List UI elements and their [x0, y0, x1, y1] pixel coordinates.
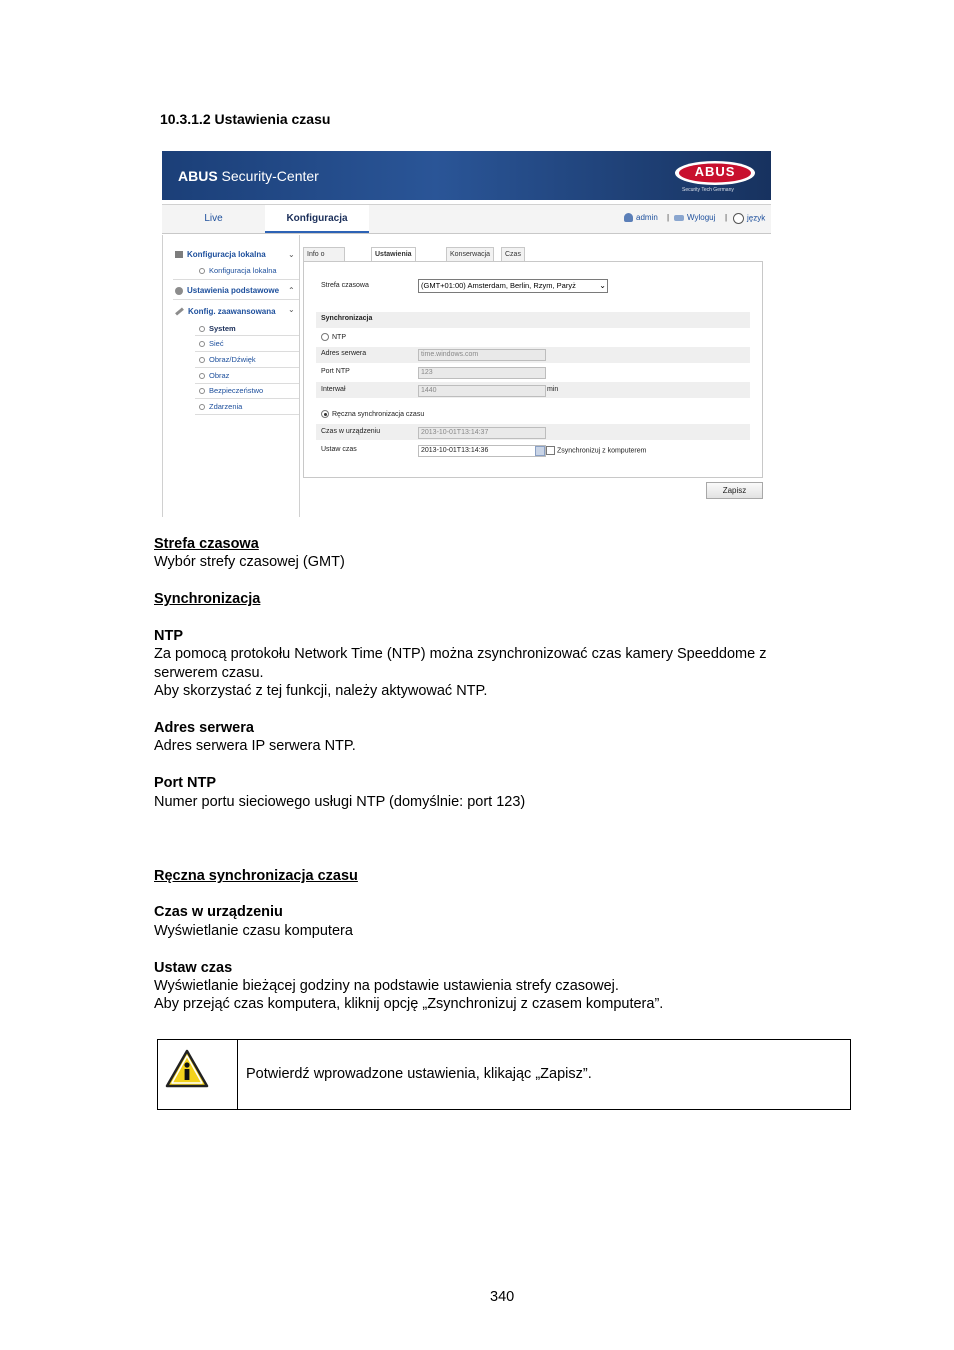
sidebar-item-events[interactable]: Zdarzenia [199, 402, 242, 411]
device-time-desc: Wyświetlanie czasu komputera [154, 923, 353, 939]
chevron-up-icon[interactable]: ⌃ [288, 286, 295, 295]
logo-subtitle: Security Tech Germany [682, 187, 734, 193]
interval-input[interactable]: 1440 [418, 385, 546, 397]
timezone-select[interactable]: (GMT+01:00) Amsterdam, Berlin, Rzym, Paryż ⌄ [418, 279, 608, 293]
save-button[interactable]: Zapisz [706, 482, 763, 499]
logout-icon [674, 215, 684, 221]
sidebar-item-basic-settings[interactable]: Ustawienia podstawowe [175, 286, 279, 295]
ui-screenshot [162, 151, 771, 517]
ntp-radio[interactable]: NTP [321, 333, 346, 341]
ntp-desc-line1: Za pomocą protokołu Network Time (NTP) można zsynchronizować czas kamery Speeddome z [154, 646, 767, 662]
server-desc: Adres serwera IP serwera NTP. [154, 738, 356, 754]
device-time-title: Czas w urządzeniu [154, 904, 283, 920]
ntp-desc-line2: serwerem czasu. [154, 665, 264, 681]
port-title: Port NTP [154, 775, 217, 791]
sync-with-pc-checkbox[interactable]: Zsynchronizuj z komputerem [546, 446, 646, 455]
globe-icon [733, 213, 744, 224]
sidebar-item-video-audio[interactable]: Obraz/Dźwięk [199, 355, 256, 364]
timezone-title: Strefa czasowa [154, 536, 259, 552]
device-time-label: Czas w urządzeniu [321, 428, 381, 435]
chevron-down-icon[interactable]: ⌄ [288, 250, 295, 259]
language-link[interactable]: język [733, 213, 765, 224]
tab-maintenance[interactable]: Konserwacja [446, 247, 494, 262]
warning-info-icon [165, 1049, 209, 1089]
ntp-desc-line3: Aby skorzystać z tej funkcji, należy aktywować NTP. [154, 683, 488, 699]
admin-link[interactable]: admin [624, 213, 658, 222]
set-time-title: Ustaw czas [154, 960, 233, 976]
port-label: Port NTP [321, 368, 350, 375]
app-title: ABUS Security-Center [178, 168, 319, 184]
calendar-icon[interactable] [535, 446, 545, 456]
sync-title: Synchronizacja [154, 591, 261, 607]
sidebar-item-advanced-config[interactable]: Konfig. zaawansowana [175, 307, 276, 316]
top-navigation [162, 204, 771, 234]
note-text: Potwierdź wprowadzone ustawienia, klikając „Zapisz”. [246, 1066, 592, 1082]
gear-icon [175, 287, 183, 295]
time-settings-panel [303, 261, 763, 478]
logo-text: ABUS [694, 164, 736, 179]
chevron-down-icon[interactable]: ⌄ [288, 305, 295, 314]
set-time-input[interactable]: 2013-10-01T13:14:36 [418, 445, 546, 457]
sidebar-item-security[interactable]: Bezpieczeństwo [199, 386, 263, 395]
tab-live[interactable]: Live [204, 213, 223, 224]
timezone-label: Strefa czasowa [321, 282, 369, 289]
logout-link[interactable]: Wyloguj [674, 213, 715, 222]
server-title: Adres serwera [154, 720, 254, 736]
timezone-desc: Wybór strefy czasowej (GMT) [154, 554, 345, 570]
app-banner [162, 151, 771, 200]
section-heading: 10.3.1.2 Ustawienia czasu [160, 111, 331, 127]
set-time-desc-line2: Aby przejąć czas komputera, kliknij opcję „Zsynchronizuj z czasem komputera”. [154, 996, 664, 1012]
sync-header-band [316, 312, 750, 328]
tab-device-info[interactable]: Info o [303, 247, 345, 262]
set-time-desc-line1: Wyświetlanie bieżącej godziny na podstawie ustawienia strefy czasowej. [154, 978, 619, 994]
set-time-label: Ustaw czas [321, 446, 357, 453]
server-address-input[interactable]: time.windows.com [418, 349, 546, 361]
wrench-icon [175, 308, 184, 316]
tab-dst[interactable]: Czas [501, 247, 525, 262]
manual-sync-title: Ręczna synchronizacja czasu [154, 868, 358, 884]
ntp-port-input[interactable]: 123 [418, 367, 546, 379]
device-time-field: 2013-10-01T13:14:37 [418, 427, 546, 439]
ntp-title: NTP [154, 628, 183, 644]
user-icon [624, 213, 633, 222]
sidebar-item-network[interactable]: Sieć [199, 339, 224, 348]
tab-konfiguracja[interactable]: Konfiguracja [265, 205, 369, 233]
nav-separator: | [725, 213, 728, 222]
monitor-icon [175, 251, 183, 258]
interval-unit: min [547, 386, 559, 393]
sync-header: Synchronizacja [321, 315, 373, 322]
sidebar [162, 235, 300, 517]
port-desc: Numer portu sieciowego usługi NTP (domyślnie: port 123) [154, 794, 526, 810]
tab-time-settings[interactable]: Ustawienia [371, 247, 416, 262]
interval-label: Interwał [321, 386, 346, 393]
manual-sync-radio[interactable]: Ręczna synchronizacja czasu [321, 410, 424, 418]
info-note-box [157, 1039, 851, 1110]
page-number: 340 [490, 1289, 515, 1305]
nav-separator: | [667, 213, 670, 222]
chevron-down-icon: ⌄ [599, 281, 606, 290]
server-label: Adres serwera [321, 350, 367, 357]
sidebar-item-image[interactable]: Obraz [199, 371, 229, 380]
sidebar-subitem-local-config[interactable]: Konfiguracja lokalna [199, 266, 277, 275]
note-divider [237, 1040, 238, 1109]
sidebar-item-system[interactable]: System [199, 324, 236, 333]
sidebar-item-local-config[interactable]: Konfiguracja lokalna [175, 250, 266, 259]
